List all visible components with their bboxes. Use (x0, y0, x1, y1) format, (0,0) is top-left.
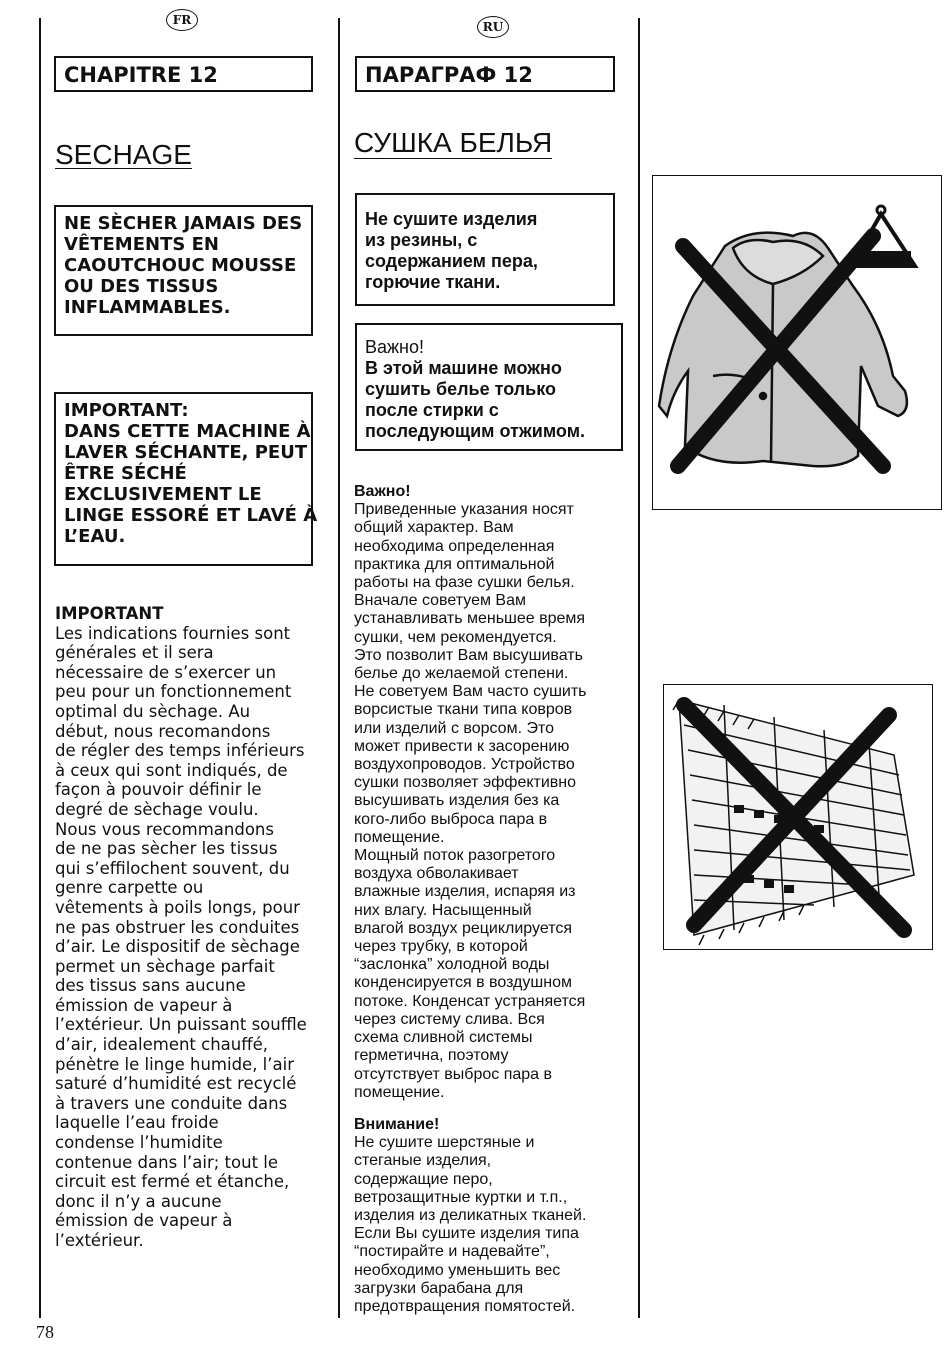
body-line: необходимо уменьшить вес (354, 1261, 561, 1279)
body-line: l’extérieur. (55, 1231, 144, 1250)
warning-line: INFLAMMABLES. (64, 297, 231, 318)
body-line: Вначале советуем Вам (354, 592, 526, 610)
body-line: laquelle l’eau froide (55, 1113, 219, 1133)
body-line: содержащие перо, (354, 1170, 493, 1188)
important-box-ru (355, 323, 623, 451)
body-line: condense l’humidite (55, 1133, 223, 1153)
no-drying-jacket-illustration (653, 176, 940, 508)
body-line: à travers une conduite dans (55, 1093, 288, 1113)
body-line: или изделий с ворсом. Это (354, 719, 555, 737)
body-line: отсутствует выброс пара в (354, 1065, 552, 1083)
body-line: помещение. (354, 828, 445, 846)
body-line: Приведенные указания носят (354, 501, 574, 519)
body-line: работы на фазе сушки белья. (354, 574, 575, 592)
body-line: ветрозащитные куртки и т.п., (354, 1188, 568, 1206)
body-lines-ru (354, 501, 634, 1102)
body-line: устанавливать меньшее время (354, 610, 586, 628)
body-line: белье до желаемой степени. (354, 665, 569, 683)
body-line: помещение. (354, 1083, 445, 1101)
lang-badge-ru: RU (477, 16, 509, 38)
page-number: 78 (36, 1322, 54, 1342)
body-line: практика для оптимальной (354, 555, 555, 573)
body-text-ru (354, 483, 634, 1316)
body-line: изделия из деликатных тканей. (354, 1206, 587, 1224)
important-line: LAVER SÉCHANTE, PEUT (64, 442, 308, 463)
body-line: ne pas obstruer les conduites (55, 917, 300, 937)
section-title-ru: СУШКА БЕЛЬЯ (354, 127, 553, 158)
body-line: pénètre le linge humide, l’air (55, 1054, 294, 1074)
warning-line: NE SÈCHER JAMAIS DES (64, 213, 303, 234)
body-line: contenue dans l’air; tout le (55, 1152, 279, 1172)
body-line: émission de vapeur à (55, 1211, 233, 1231)
body-line: optimal du sèchage. Au (55, 701, 251, 721)
warning-line: OU DES TISSUS (64, 276, 219, 297)
body-line: Мощный поток разогретого (354, 847, 556, 865)
rug-illustration-frame (663, 684, 933, 950)
lang-badge-fr: FR (166, 9, 198, 31)
important-line: LINGE ESSORÉ ET LAVÉ À (64, 505, 318, 526)
body-line: Nous vous recommandons (55, 819, 274, 839)
body-line: потоке. Конденсат устраняется (354, 992, 586, 1010)
warning-box-fr (54, 205, 313, 336)
body-line: загрузки барабана для (354, 1279, 524, 1297)
important-line: последующим отжимом. (365, 421, 586, 441)
body-line: влагой воздух рециклируется (354, 919, 573, 937)
body-line: Не советуем Вам часто сушить (354, 683, 587, 701)
body-line: peu pour un fonctionnement (55, 682, 292, 702)
body-line: кого-либо выброса пара в (354, 810, 548, 828)
column-divider-left (39, 18, 41, 1318)
body-line: façon à pouvoir définir le (55, 780, 262, 800)
body-line: конденсируется в воздушном (354, 974, 572, 992)
body-line: воздухопроводов. Устройство (354, 756, 575, 774)
warning-box-ru (355, 193, 615, 306)
body-line: “заслонка” холодной воды (354, 956, 550, 974)
body-line: circuit est fermé et étanche, (55, 1172, 290, 1192)
jacket-illustration-frame (652, 175, 942, 510)
column-divider-right (638, 18, 640, 1318)
attention-lines-ru (354, 1134, 634, 1316)
body-line: qui s’effilochent souvent, du (55, 858, 290, 878)
chapter-heading-ru: ПАРАГРАФ 12 (355, 56, 615, 92)
body-line: “постирайте и надевайте”, (354, 1243, 550, 1261)
important-box-fr (54, 392, 318, 566)
body-line: de régler des temps inférieurs (55, 741, 305, 761)
body-heading-fr: IMPORTANT (55, 604, 164, 623)
body-line: à ceux qui sont indiqués, de (55, 760, 288, 780)
body-line: предотвращения помятостей. (354, 1297, 576, 1315)
body-line: стеганые изделия, (354, 1152, 492, 1170)
body-line: схема сливной системы (354, 1029, 533, 1047)
body-line: сушки, чем рекомендуется. (354, 628, 557, 646)
body-line: влажные изделия, испаряя из (354, 883, 576, 901)
important-line: L’EAU. (64, 526, 126, 547)
body-line: через трубку, в которой (354, 938, 528, 956)
section-title-fr: SECHAGE (55, 139, 192, 170)
body-line: Это позволит Вам высушивать (354, 646, 583, 664)
attention-heading-ru: Внимание! (354, 1115, 440, 1133)
body-line: émission de vapeur à (55, 995, 233, 1015)
important-line: В этой машине можно (365, 358, 562, 378)
body-line: общий характер. Вам (354, 519, 514, 537)
warning-line: CAOUTCHOUC MOUSSE (64, 255, 297, 276)
important-line: EXCLUSIVEMENT LE (64, 484, 262, 505)
body-line: герметична, поэтому (354, 1047, 509, 1065)
body-line: высушивать изделия без ка (354, 792, 560, 810)
important-line: сушить белье только (365, 379, 557, 399)
body-line: permet un sèchage parfait (55, 956, 275, 976)
body-line: saturé d’humidité est recyclé (55, 1074, 297, 1094)
body-line: сушки позволяет эффективно (354, 774, 577, 792)
no-drying-rug-illustration (664, 685, 931, 948)
body-line: воздуха обволакивает (354, 865, 519, 883)
important-line: ÊTRE SÉCHÉ (64, 463, 187, 484)
body-line: nécessaire de s’exercer un (55, 662, 277, 682)
body-line: ворсистые ткани типа ковров (354, 701, 573, 719)
body-line: genre carpette ou (55, 878, 204, 898)
body-line: générales et il sera (55, 643, 214, 663)
column-divider-middle (338, 18, 340, 1318)
body-line: них влагу. Насыщенный (354, 901, 532, 919)
body-line: l’extérieur. Un puissant souffle (55, 1015, 307, 1035)
body-line: необходима определенная (354, 537, 555, 555)
body-line: des tissus sans aucune (55, 976, 246, 996)
body-line: d’air. Le dispositif de sèchage (55, 937, 300, 957)
warning-line: горючие ткани. (365, 272, 501, 292)
body-lines-fr (55, 624, 330, 1251)
body-line: début, nous recomandons (55, 721, 271, 741)
body-line: d’air, idealement chauffé, (55, 1035, 269, 1055)
warning-line: из резины, с (365, 230, 478, 250)
warning-line: VÊTEMENTS EN (64, 234, 219, 255)
body-line: de ne pas sècher les tissus (55, 839, 278, 859)
body-line: degré de sèchage voulu. (55, 799, 259, 819)
body-line: Не сушите шерстяные и (354, 1134, 535, 1152)
warning-line: Не сушите изделия (365, 209, 538, 229)
chapter-heading-fr: CHAPITRE 12 (54, 56, 313, 92)
body-line: Если Вы сушите изделия типа (354, 1225, 579, 1243)
body-line: vêtements à poils longs, pour (55, 897, 300, 917)
body-line: Les indications fournies sont (55, 623, 291, 643)
important-line: IMPORTANT: (64, 400, 189, 421)
body-text-fr (55, 604, 330, 1251)
body-line: donc il n’y a aucune (55, 1191, 222, 1211)
body-line: через систему слива. Вся (354, 1010, 545, 1028)
body-heading-ru: Важно! (354, 483, 411, 500)
warning-line: содержанием пера, (365, 251, 538, 271)
important-line: после стирки с (365, 400, 499, 420)
important-line: DANS CETTE MACHINE À (64, 421, 311, 442)
body-line: может привести к засорению (354, 737, 570, 755)
important-line: Важно! (365, 337, 425, 357)
